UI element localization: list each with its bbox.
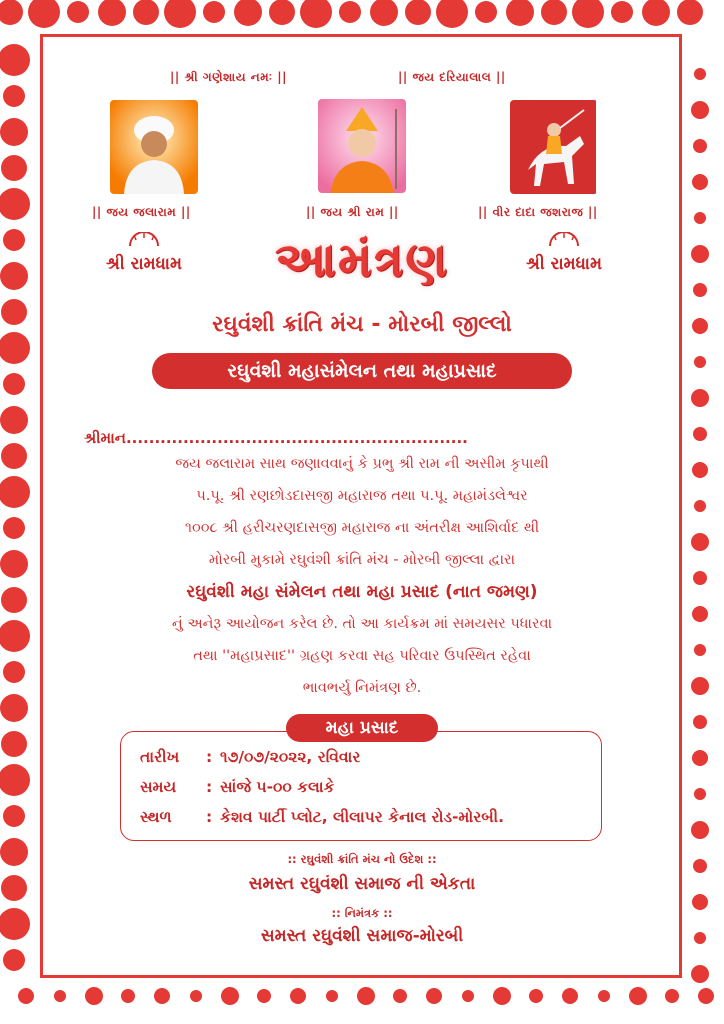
- aim-text: સમસ્ત રઘુવંશી સમાજ ની એકતા: [248, 874, 476, 894]
- shri-ram-portrait-icon: [318, 99, 406, 193]
- salutation: શ્રીમાન............................................................: [84, 429, 468, 447]
- border-dot: [28, 0, 60, 28]
- border-dot: [1, 155, 27, 181]
- border-dot: [18, 988, 34, 1004]
- border-dot: [677, 0, 703, 25]
- border-dot: [691, 965, 709, 983]
- border-dot: [290, 988, 306, 1004]
- border-dot: [164, 0, 196, 28]
- time-value: સાંજે ૫-૦૦ કલાકે: [220, 778, 335, 796]
- border-dot: [0, 764, 30, 796]
- border-dot: [698, 988, 714, 1004]
- body-line: ૧૦૦૮ શ્રી હરીચરણદાસજી મહારાજ ના અંતરીક્ષ આશિર્વાદ થી: [184, 520, 540, 536]
- border-dot: [426, 988, 442, 1004]
- venue-label: સ્થળ: [140, 808, 172, 826]
- border-dot: [339, 1, 361, 23]
- venue-row: [140, 808, 504, 827]
- border-dot: [0, 0, 23, 25]
- border-dot: [190, 990, 202, 1002]
- border-dot: [691, 821, 709, 839]
- date-row: [140, 748, 360, 767]
- jalaram-portrait-icon: [110, 100, 198, 194]
- body-line: તથા ''મહાપ્રસાદ'' ગ્રહણ કરવા સહ પરિવાર ઉપસ્થિત રહેવા: [193, 648, 531, 664]
- border-dot: [691, 389, 709, 407]
- border-dot: [0, 44, 30, 76]
- border-dot: [598, 990, 610, 1002]
- logo-text-right: શ્રી રામધામ: [526, 254, 602, 274]
- date-value: ૧૭/૦૭/૨૦૨૨, રવિવાર: [220, 748, 361, 766]
- border-dot: [0, 406, 28, 434]
- caption-jalaram: || જય જલારામ ||: [92, 205, 191, 219]
- page-title: આમંત્રણ: [274, 232, 450, 288]
- border-dot: [693, 427, 707, 441]
- border-dot: [393, 989, 407, 1003]
- body-highlight: રઘુવંશી મહા સંમેલન તથા મહા પ્રસાદ (નાત જમણ): [186, 582, 538, 602]
- event-banner: રઘુવંશી મહાસંમેલન તથા મહાપ્રસાદ: [152, 353, 572, 389]
- border-dot: [0, 118, 28, 146]
- border-dot: [629, 987, 647, 1005]
- border-dot: [203, 1, 225, 23]
- date-label: તારીખ: [140, 748, 180, 766]
- border-dot: [694, 212, 706, 224]
- border-dot: [665, 989, 679, 1003]
- border-dot: [611, 1, 633, 23]
- border-dot: [3, 85, 25, 107]
- body-line: ભાવભર્યુ નિમંત્રણ છે.: [302, 680, 422, 696]
- border-dot: [692, 174, 708, 190]
- border-dot: [1, 731, 27, 757]
- border-dot: [694, 356, 706, 368]
- dada-jashraj-horse-icon: [510, 100, 598, 194]
- body-line: નું અનેરૂ આયોજન કરેલ છે. તો આ કાર્યક્રમ માં સમયસર પધારવા: [171, 616, 553, 632]
- border-dot: [154, 988, 170, 1004]
- border-dot: [691, 101, 709, 119]
- border-dot: [694, 788, 706, 800]
- border-dot: [475, 1, 497, 23]
- border-dot: [541, 0, 567, 25]
- border-dot: [357, 987, 375, 1005]
- caption-dada-jashraj: || વીર દાદા જશરાજ ||: [478, 205, 598, 219]
- border-dot: [300, 0, 332, 28]
- border-dot: [693, 715, 707, 729]
- border-dot: [462, 990, 474, 1002]
- border-dot: [436, 0, 468, 28]
- border-dot: [529, 989, 543, 1003]
- border-dot: [54, 990, 66, 1002]
- venue-separator: :: [206, 808, 213, 826]
- body-line: મોરબી મુકામે રઘુવંશી ક્રાંતિ મંચ - મોરબી જીલ્લા દ્વારા: [208, 552, 516, 568]
- invocation-dariyalal: || જય દરિયાલાલ ||: [398, 70, 506, 84]
- aim-label: :: રઘુવંશી ક્રાંતિ મંચ નો ઉદેશ ::: [287, 852, 437, 866]
- border-dot: [642, 0, 670, 26]
- border-dot: [221, 987, 239, 1005]
- border-dot: [133, 0, 159, 25]
- border-dot: [562, 988, 578, 1004]
- host-label: :: નિમંત્રક ::: [331, 906, 393, 920]
- border-dot: [3, 805, 25, 827]
- body-line: જય જલારામ સાથ જણાવવાનું કે પ્રભુ શ્રી રામ ની અસીમ કૃપાથી: [175, 456, 549, 472]
- body-line: પ.પૂ. શ્રી રણછોડદાસજી મહારાજ તથા પ.પૂ. મહામંડલેશ્વર: [196, 488, 528, 504]
- border-dot: [694, 68, 706, 80]
- time-row: [140, 778, 335, 797]
- border-dot: [405, 0, 431, 25]
- invocation-ganesh: || શ્રી ગણેશાય નમઃ ||: [170, 70, 288, 84]
- border-dot: [3, 949, 25, 971]
- border-dot: [692, 750, 708, 766]
- border-dot: [67, 1, 89, 23]
- border-dot: [506, 0, 534, 26]
- logo-text-left: શ્રી રામધામ: [106, 254, 182, 274]
- border-dot: [370, 0, 398, 26]
- border-dot: [257, 989, 271, 1003]
- time-separator: :: [206, 778, 213, 796]
- border-dot: [121, 989, 135, 1003]
- border-dot: [234, 0, 262, 26]
- organizer-subtitle: રઘુવંશી ક્રાંતિ મંચ - મોરબી જીલ્લો: [212, 312, 512, 337]
- border-dot: [85, 987, 103, 1005]
- border-dot: [0, 188, 30, 220]
- border-dot: [493, 987, 511, 1005]
- border-dot: [98, 0, 126, 26]
- venue-value: કેશવ પાર્ટી પ્લોટ, લીલાપર કેનાલ રોડ-મોરબી.: [220, 808, 504, 826]
- caption-shri-ram: || જય શ્રી રામ ||: [306, 205, 399, 219]
- border-dot: [0, 694, 28, 722]
- details-heading: મહા પ્રસાદ: [286, 714, 438, 742]
- border-dot: [326, 990, 338, 1002]
- time-label: સમય: [140, 778, 177, 796]
- border-dot: [269, 0, 295, 25]
- border-dot: [572, 0, 604, 28]
- date-separator: :: [206, 748, 213, 766]
- host-text: સમસ્ત રઘુવંશી સમાજ-મોરબી: [260, 926, 464, 946]
- border-dot: [3, 373, 25, 395]
- border-dot: [693, 139, 707, 153]
